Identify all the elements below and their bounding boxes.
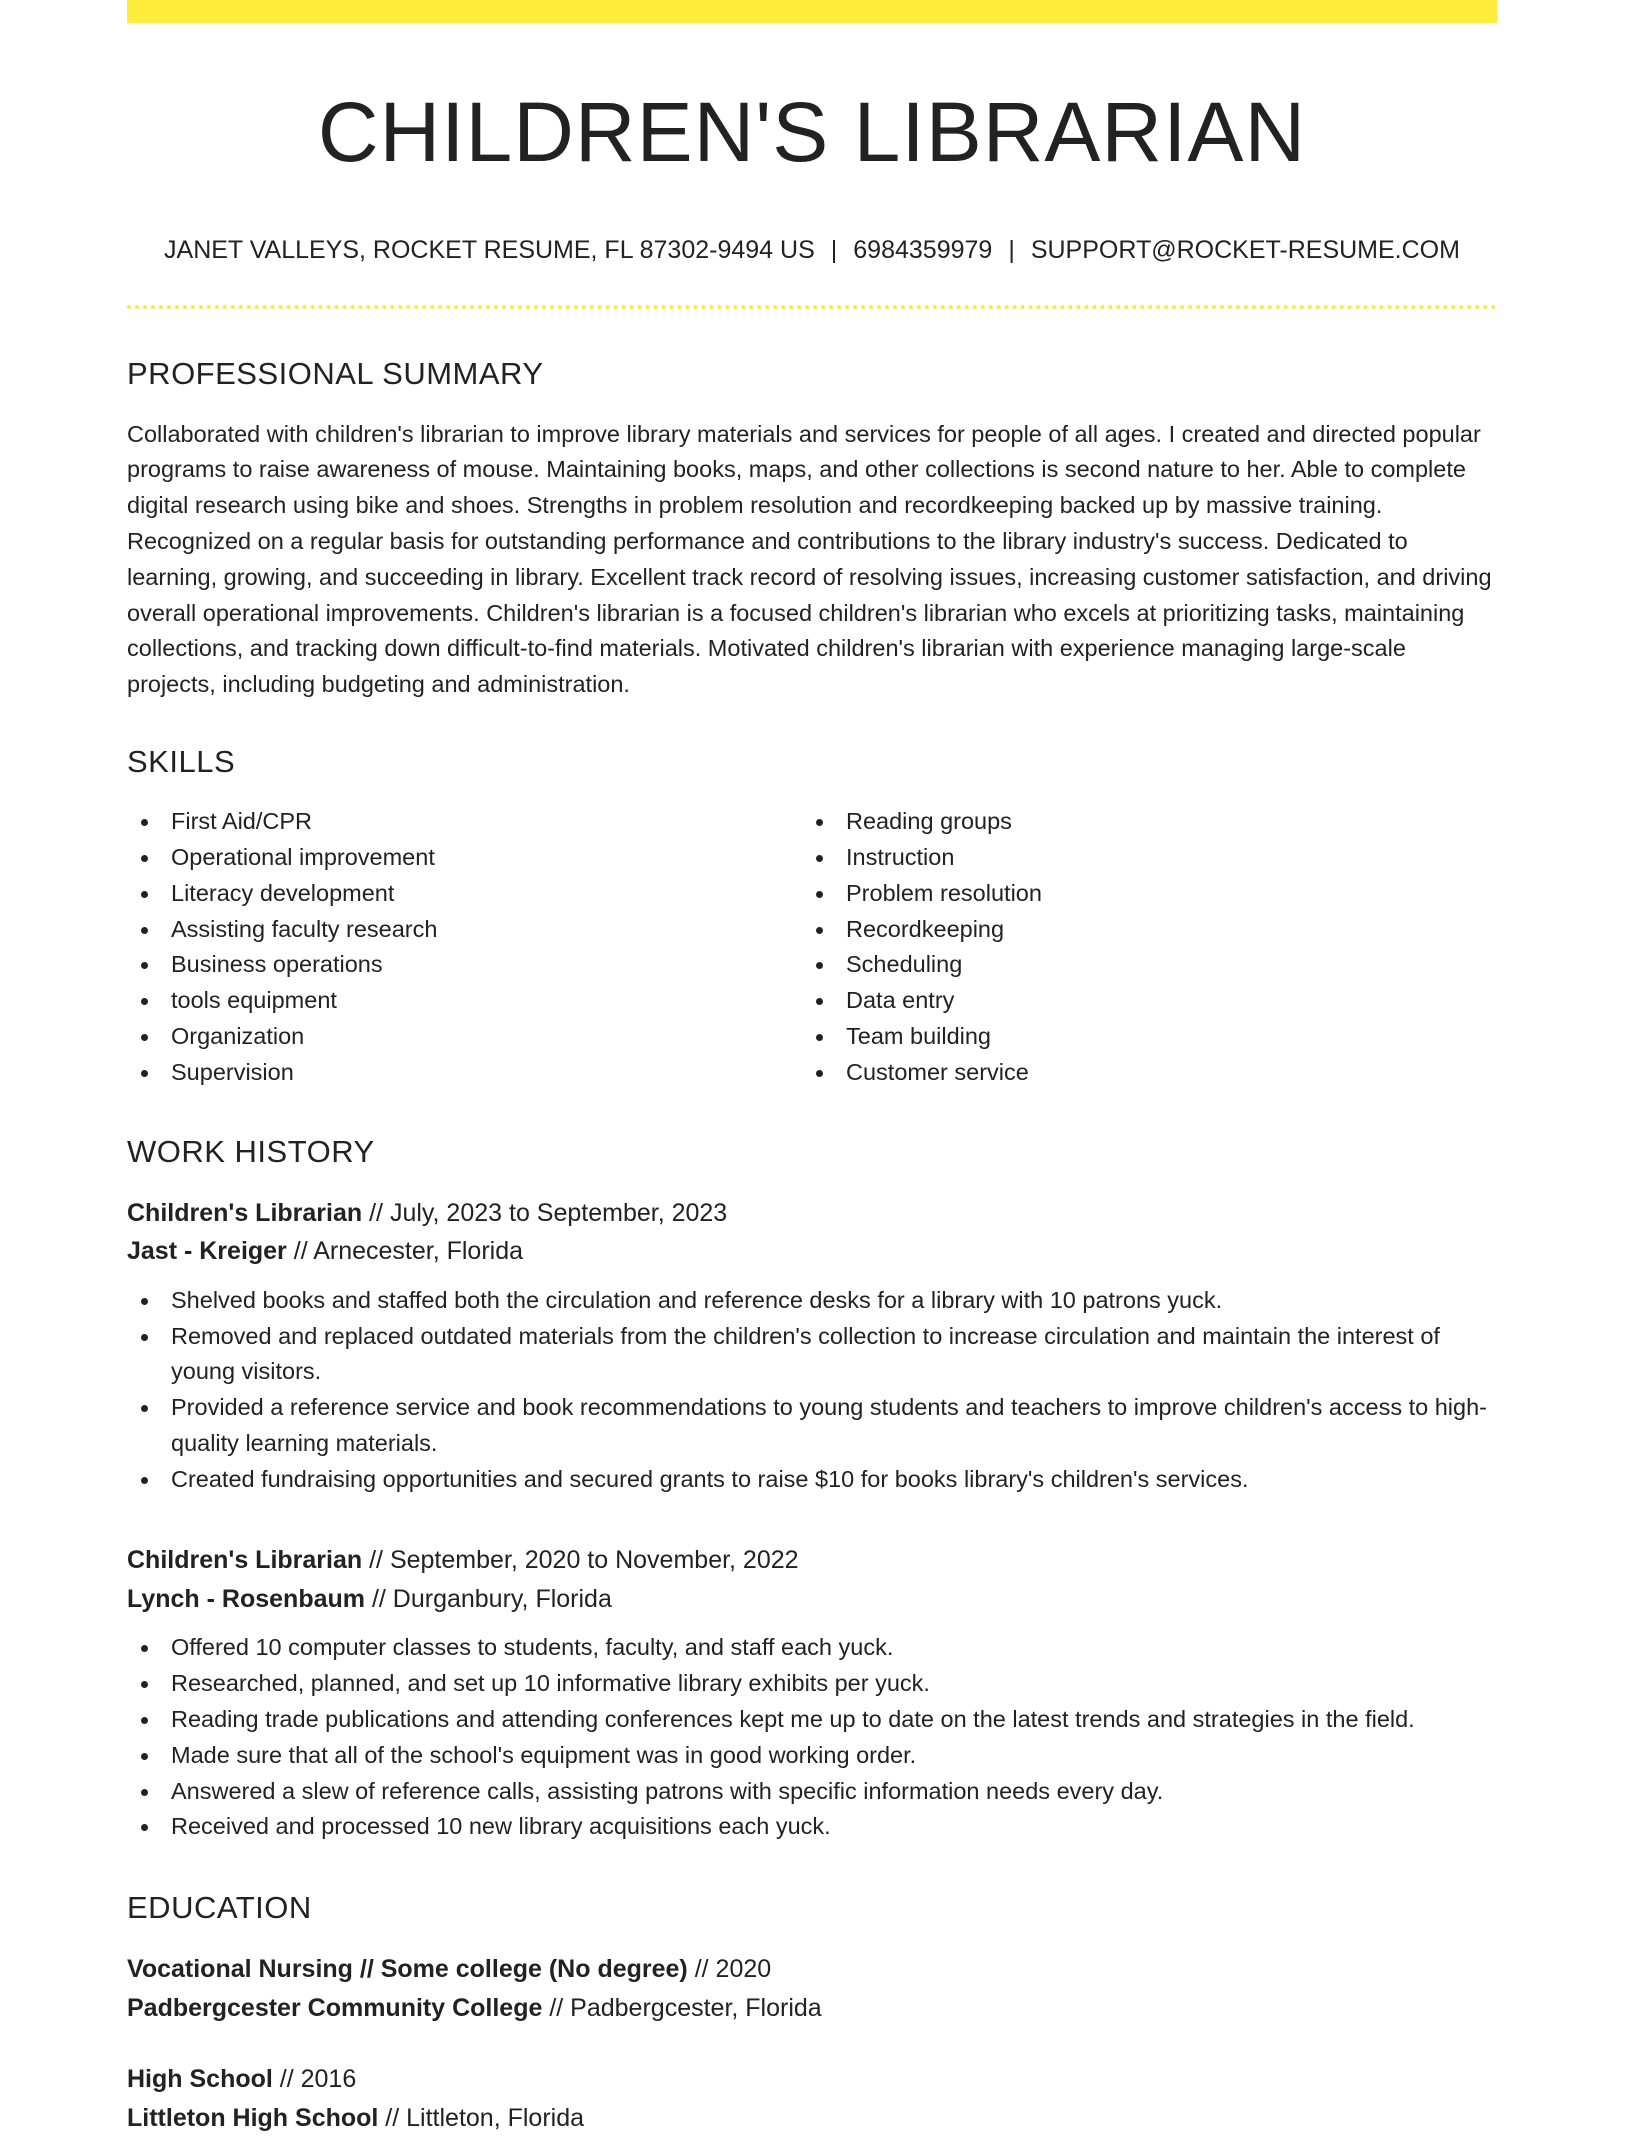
job-title-line	[127, 1541, 1497, 1580]
job-bullets	[127, 1283, 1497, 1498]
job-title: Children's Librarian	[127, 1546, 363, 1575]
job-bullet: Answered a slew of reference calls, assisting patrons with specific information needs every day.	[127, 1774, 1497, 1810]
summary-text: Collaborated with children's librarian to improve library materials and services for people of all ages. I created and directed popular programs to raise awareness of mouse. Maintaining books, maps, and other collections is second nature to her. Able to complete digital research using bike and shoes. Strengths in problem resolution and recordkeeping backed up by massive training. Recognized on a regular basis for outstanding performance and contributions to the library industry's success. Dedicated to learning, growing, and succeeding in library. Excellent track record of resolving issues, increasing customer satisfaction, and driving overall operational improvements. Children's librarian is a focused children's librarian who excels at prioritizing tasks, maintaining collections, and tracking down difficult-to-find materials. Motivated children's librarian with experience managing large-scale projects, including budgeting and administration.	[127, 420, 1492, 698]
skill-item: Supervision	[127, 1055, 802, 1091]
education-degree-line	[127, 2060, 1497, 2099]
job-dates: // July, 2023 to September, 2023	[362, 1198, 728, 1227]
skill-item: Scheduling	[802, 947, 1477, 983]
education-year: // 2020	[687, 1955, 772, 1984]
skills-heading: SKILLS	[127, 743, 236, 779]
education-degree: Vocational Nursing // Some college (No degree)	[127, 1955, 688, 1984]
dotted-divider	[127, 305, 1497, 309]
education-degree-line	[127, 1950, 1497, 1989]
education-heading: EDUCATION	[127, 1890, 312, 1926]
skill-item: Problem resolution	[802, 876, 1477, 912]
job-location: // Durganbury, Florida	[365, 1584, 612, 1613]
job-company-line	[127, 1232, 1497, 1271]
job-bullet: Removed and replaced outdated materials from the children's collection to increase circulation and maintain the interest of young visitors.	[127, 1319, 1497, 1391]
contact-separator: |	[830, 236, 838, 265]
contact-separator: |	[1008, 236, 1015, 265]
contact-address: JANET VALLEYS, ROCKET RESUME, FL 87302-9494 US	[164, 236, 815, 265]
skills-column-right	[802, 804, 1477, 1090]
job-location: // Arnecester, Florida	[286, 1237, 524, 1266]
education-school: Padbergcester Community College	[127, 1993, 543, 2022]
top-accent-bar	[127, 0, 1497, 23]
job-title-line	[127, 1194, 1497, 1233]
summary-heading: PROFESSIONAL SUMMARY	[127, 356, 544, 392]
job-bullet: Provided a reference service and book recommendations to young students and teachers to improve children's access to high-quality learning materials.	[127, 1390, 1497, 1462]
job-bullet: Created fundraising opportunities and secured grants to raise $10 for books library's children's services.	[127, 1462, 1497, 1498]
contact-line	[127, 235, 1497, 265]
contact-email: SUPPORT@ROCKET-RESUME.COM	[1030, 236, 1460, 265]
work-history-heading: WORK HISTORY	[127, 1133, 375, 1169]
job-company: Lynch - Rosenbaum	[127, 1584, 365, 1613]
skill-item: Customer service	[802, 1055, 1477, 1091]
education-entry	[127, 2060, 1497, 2137]
skill-item: Business operations	[127, 947, 802, 983]
contact-phone: 6984359979	[853, 236, 993, 265]
education-year: // 2016	[272, 2065, 357, 2094]
job-dates: // September, 2020 to November, 2022	[362, 1546, 799, 1575]
skill-item: Data entry	[802, 983, 1477, 1019]
job-bullet: Shelved books and staffed both the circulation and reference desks for a library with 10 patrons yuck.	[127, 1283, 1497, 1319]
job-bullet: Reading trade publications and attending conferences kept me up to date on the latest trends and strategies in the field.	[127, 1702, 1497, 1738]
skill-item: Organization	[127, 1019, 802, 1055]
education-school-line	[127, 2099, 1497, 2137]
skill-item: Recordkeeping	[802, 912, 1477, 948]
job-company: Jast - Kreiger	[127, 1237, 287, 1266]
job-entry	[127, 1194, 1497, 1498]
education-location: // Padbergcester, Florida	[542, 1993, 822, 2022]
education-school-line	[127, 1989, 1497, 2028]
skill-item: Instruction	[802, 840, 1477, 876]
job-bullets	[127, 1630, 1497, 1845]
job-entry	[127, 1541, 1497, 1845]
skill-item: tools equipment	[127, 983, 802, 1019]
job-bullet: Received and processed 10 new library acquisitions each yuck.	[127, 1809, 1497, 1845]
skill-item: Operational improvement	[127, 840, 802, 876]
education-location: // Littleton, Florida	[378, 2103, 585, 2132]
job-company-line	[127, 1580, 1497, 1619]
education-degree: High School	[127, 2065, 273, 2094]
resume-title: CHILDREN'S LIBRARIAN	[317, 85, 1307, 179]
education-entry	[127, 1950, 1497, 2027]
education-school: Littleton High School	[127, 2103, 379, 2132]
skill-item: Literacy development	[127, 876, 802, 912]
skills-column-left	[127, 804, 802, 1090]
job-bullet: Researched, planned, and set up 10 informative library exhibits per yuck.	[127, 1666, 1497, 1702]
job-title: Children's Librarian	[127, 1198, 363, 1227]
skill-item: Reading groups	[802, 804, 1477, 840]
resume-page	[127, 0, 1497, 2137]
skills-grid	[127, 804, 1497, 1090]
skill-item: First Aid/CPR	[127, 804, 802, 840]
job-bullet: Offered 10 computer classes to students, faculty, and staff each yuck.	[127, 1630, 1497, 1666]
job-bullet: Made sure that all of the school's equipment was in good working order.	[127, 1738, 1497, 1774]
skill-item: Team building	[802, 1019, 1477, 1055]
skill-item: Assisting faculty research	[127, 912, 802, 948]
